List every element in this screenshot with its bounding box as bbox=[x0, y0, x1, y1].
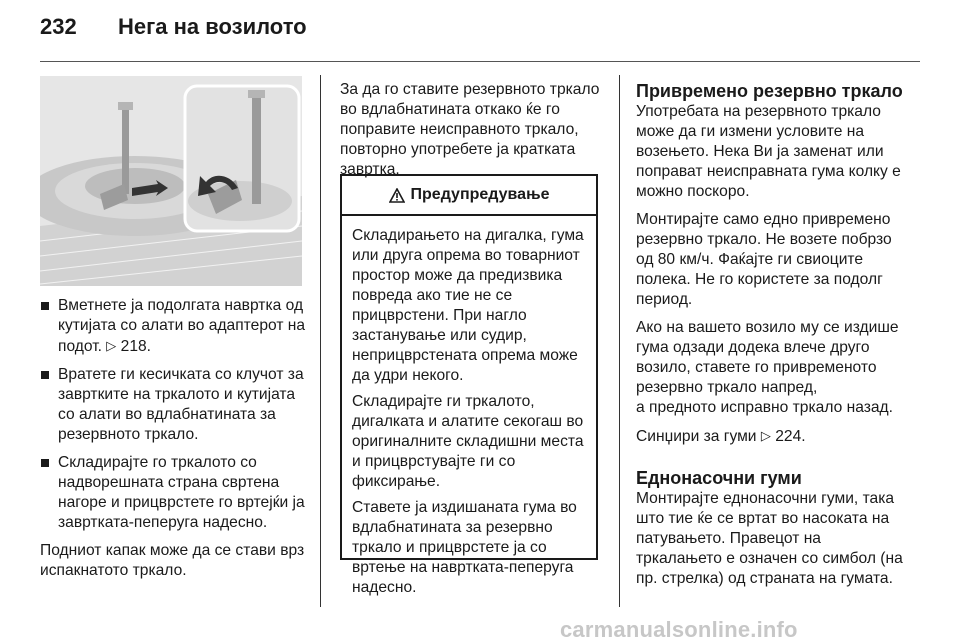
towing-paragraph-end: а предното исправно тркало назад. bbox=[636, 399, 893, 416]
page-reference-icon: ▷ bbox=[106, 338, 117, 353]
short-bolt-paragraph: За да го ставите резервното тркало во вдлабнатината откако ќе го поправите неисправното тркало, повторно употребете ја кратката завртка. bbox=[340, 81, 600, 178]
right-column bbox=[636, 80, 906, 597]
list-item-text: Вметнете ја подолгата навртка од кутијата со алати во адаптерот на подот. bbox=[58, 297, 306, 355]
page-reference[interactable]: 224. bbox=[775, 428, 806, 445]
towing-paragraph: Ако на вашето возило му се издише гума одзади додека влече друго возило, ставете го привременото резервно тркало напред, bbox=[636, 319, 899, 396]
list-item-text: Вратете ги кесичката со клучот за завртките на тркалото и кутијата со алати во вдлабнатината за резервното тркало. bbox=[58, 366, 304, 443]
warning-body bbox=[342, 216, 596, 598]
warning-triangle-icon bbox=[389, 188, 405, 203]
list-item bbox=[40, 365, 310, 445]
spare-wheel-illustration bbox=[40, 76, 302, 286]
warning-paragraph: Ставете ја издишаната гума во вдлабнатината за резервно тркало и прицврстете ја со вртење на навртката-пеперуга надесно. bbox=[352, 499, 577, 596]
page-number: 232 bbox=[40, 14, 77, 39]
section-heading-temporary-spare: Привремено резервно тркало bbox=[636, 81, 903, 101]
list-item bbox=[40, 296, 310, 357]
list-item bbox=[40, 453, 310, 533]
spare-wheel-drawing bbox=[40, 76, 302, 286]
warning-paragraph: Складирањето на дигалка, гума или друга опрема во товарниот простор може да предизвика повреда ако тие не се прицврстени. При нагло застанување или судир, неприцврстената опрема може да удри некого. bbox=[352, 227, 584, 384]
instruction-list bbox=[40, 296, 310, 533]
header-rule bbox=[40, 61, 920, 62]
page-reference[interactable]: 218. bbox=[120, 338, 151, 355]
snow-chains-text: Синџири за гуми bbox=[636, 428, 757, 445]
warning-header bbox=[342, 176, 596, 216]
list-item-text: Складирајте го тркалото со надворешната страна свртена нагоре и прицврстете го вртејќи ја завртката-пеперуга надесно. bbox=[58, 454, 305, 531]
section-heading-directional-tyres: Еднонасочни гуми bbox=[636, 468, 802, 488]
warning-box bbox=[340, 174, 598, 596]
warning-title: Предупредување bbox=[410, 186, 550, 203]
temporary-spare-limits-paragraph: Монтирајте само едно привремено резервно тркало. Не возете побрзо од 80 км/ч. Фаќајте ги свиоците полека. Не го користете за подолг период. bbox=[636, 211, 892, 308]
snow-chains-reference bbox=[636, 426, 906, 447]
watermark: carmanualsonline.info bbox=[560, 617, 798, 642]
directional-tyres-paragraph: Монтирајте еднонасочни гуми, така што тие ќе се вртат во насоката на патувањето. Правецот на тркалањето е означен со симбол (на пр. стрелка) од страната на гумата. bbox=[636, 490, 903, 587]
temporary-spare-paragraph: Употребата на резервното тркало може да ги измени условите на возењето. Нека Ви ја заменат или поправат неисправната гума колку е можно поскоро. bbox=[636, 103, 901, 200]
warning-paragraph: Складирајте ги тркалото, дигалката и алатите секогаш во оригиналните складишни места и прицврстувајте ги со фиксирање. bbox=[352, 393, 584, 490]
column-divider bbox=[619, 75, 620, 607]
floor-cover-paragraph: Подниот капак може да се стави врз испакнатото тркало. bbox=[40, 542, 305, 579]
column-divider bbox=[320, 75, 321, 607]
page-reference-icon: ▷ bbox=[760, 428, 771, 443]
page-title: Нега на возилото bbox=[118, 14, 307, 39]
left-column bbox=[40, 296, 310, 589]
middle-column bbox=[340, 80, 602, 188]
